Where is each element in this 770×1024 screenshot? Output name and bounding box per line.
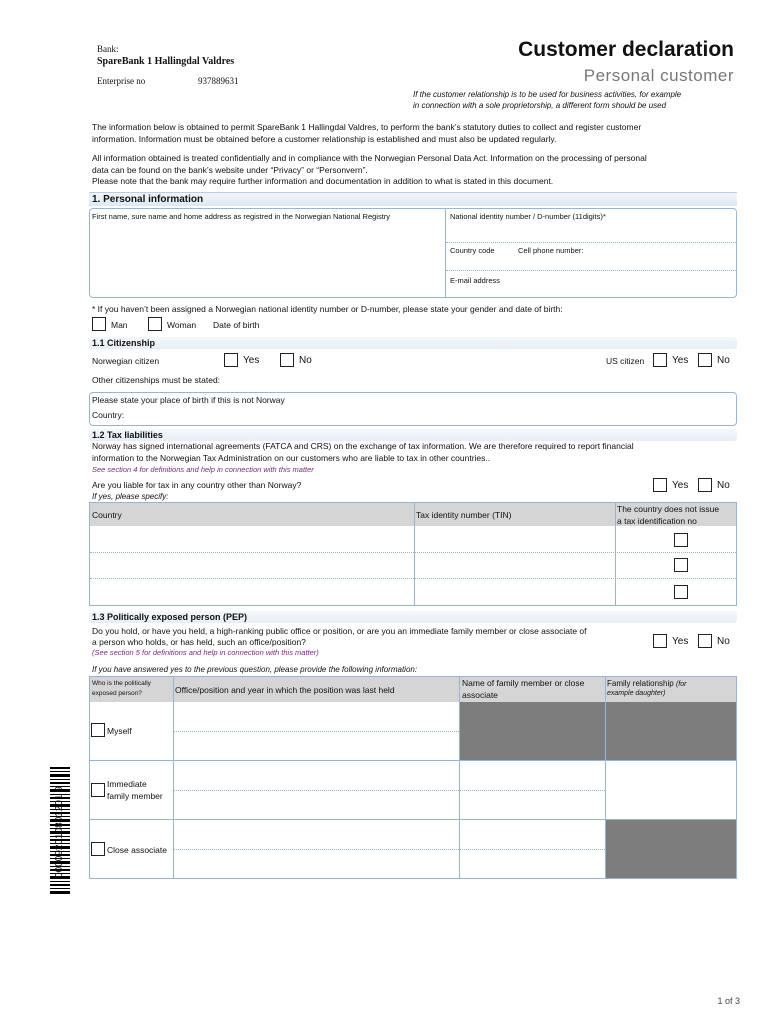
birth-country-field[interactable] bbox=[135, 407, 725, 421]
pep-col-rel-hint: (for bbox=[675, 681, 687, 688]
intro-p2-line2: data can be found on the bank’s website under “Privacy” or “Personvern”. bbox=[92, 165, 368, 175]
national-id-label: National identity number / D-number (11digits)* bbox=[450, 212, 606, 221]
pep-question-2: a person who holds, or has held, such an office/position? bbox=[92, 637, 306, 647]
bank-name: SpareBank 1 Hallingdal Valdres bbox=[97, 56, 235, 67]
barcode-number: 000092010801201 9 bbox=[54, 786, 65, 878]
pep-no-checkbox[interactable] bbox=[698, 634, 712, 648]
us-yes-checkbox[interactable] bbox=[653, 353, 667, 367]
pep-family-rel-field[interactable] bbox=[607, 762, 735, 818]
email-field[interactable] bbox=[446, 286, 736, 296]
no-id-note: * If you haven’t been assigned a Norwegian national identity number or D-number, please state your gender and date of birth: bbox=[92, 304, 563, 314]
norwegian-no-checkbox[interactable] bbox=[280, 353, 294, 367]
page-number: 1 of 3 bbox=[717, 996, 740, 1006]
tax-col-tin: Tax identity number (TIN) bbox=[416, 510, 512, 520]
intro-p1-line2: information. Information must be obtained before a customer relationship is established and must also be updated regularly. bbox=[92, 134, 557, 144]
pep-myself-checkbox[interactable] bbox=[91, 723, 105, 737]
pep-col-name-1: Name of family member or close bbox=[462, 678, 585, 688]
page-subtitle: Personal customer bbox=[583, 66, 734, 85]
citizenship-header bbox=[89, 337, 737, 349]
tax-row3-noissue-checkbox[interactable] bbox=[674, 585, 688, 599]
us-no-label: No bbox=[717, 355, 730, 366]
norwegian-citizen-label: Norwegian citizen bbox=[92, 356, 160, 366]
woman-checkbox[interactable] bbox=[148, 317, 162, 331]
us-yes-label: Yes bbox=[672, 355, 689, 366]
pep-myself-rel-disabled bbox=[606, 702, 736, 761]
tax-yes-checkbox[interactable] bbox=[653, 478, 667, 492]
dob-field[interactable] bbox=[270, 317, 470, 331]
pep-question-1: Do you hold, or have you held, a high-ranking public office or position, or are you an immediate family member or close associate of bbox=[92, 626, 587, 636]
name-address-label: First name, sure name and home address as registred in the Norwegian National Registry bbox=[92, 212, 391, 221]
intro-p2-line1: All information obtained is treated confidentially and in compliance with the Norwegian Personal Data Act. Information on the processing of personal bbox=[92, 153, 647, 163]
pep-col-who-1: Who is the politically bbox=[92, 680, 151, 687]
phone-field[interactable] bbox=[446, 256, 736, 270]
pep-col-rel-text: Family relationship bbox=[607, 679, 674, 688]
name-address-field[interactable] bbox=[90, 222, 444, 296]
pep-col-who-2: exposed person? bbox=[92, 690, 142, 697]
us-citizen-label: US citizen bbox=[606, 356, 645, 366]
pep-family-label-1: Immediate bbox=[107, 779, 147, 789]
tax-title: 1.2 Tax liabilities bbox=[92, 430, 163, 440]
norwegian-yes-checkbox[interactable] bbox=[224, 353, 238, 367]
tax-col-country: Country bbox=[92, 510, 122, 520]
tax-header bbox=[89, 429, 737, 441]
tax-specify: If yes, please specify: bbox=[92, 492, 169, 501]
tax-row2-noissue-checkbox[interactable] bbox=[674, 558, 688, 572]
norwegian-yes-label: Yes bbox=[243, 355, 260, 366]
pep-yes-label: Yes bbox=[672, 636, 689, 647]
dob-label: Date of birth bbox=[213, 320, 260, 330]
business-note-1: If the customer relationship is to be used for business activities, for example bbox=[413, 90, 682, 99]
pep-close-label: Close associate bbox=[107, 845, 168, 855]
pep-no-label: No bbox=[717, 636, 730, 647]
pep-instruction: If you have answered yes to the previous question, please provide the following information: bbox=[92, 665, 418, 674]
tax-row2-tin[interactable] bbox=[416, 554, 614, 577]
personal-info-header bbox=[89, 192, 737, 206]
other-citizenships-field[interactable] bbox=[240, 372, 735, 386]
tax-col-noissue-1: The country does not issue bbox=[617, 504, 720, 514]
tax-row3-tin[interactable] bbox=[416, 580, 614, 604]
intro-p1-line1: The information below is obtained to permit SpareBank 1 Hallingdal Valdres, to perform the bank’s statutory duties to collect and register customer bbox=[92, 122, 642, 132]
tax-row3-country[interactable] bbox=[91, 580, 413, 604]
pep-col-office: Office/position and year in which the position was last held bbox=[175, 685, 395, 695]
tax-row2-country[interactable] bbox=[91, 554, 413, 577]
tax-row1-country[interactable] bbox=[91, 528, 413, 551]
pep-close-name-field[interactable] bbox=[461, 821, 604, 877]
national-id-field[interactable] bbox=[446, 222, 736, 242]
business-note-2: in connection with a sole proprietorship, a different form should be used bbox=[413, 101, 667, 110]
pep-close-checkbox[interactable] bbox=[91, 842, 105, 856]
tax-no-checkbox[interactable] bbox=[698, 478, 712, 492]
citizenship-title: 1.1 Citizenship bbox=[92, 338, 156, 348]
pep-title: 1.3 Politically exposed person (PEP) bbox=[92, 612, 248, 622]
pep-family-name-field[interactable] bbox=[461, 762, 604, 818]
personal-info-title: 1. Personal information bbox=[92, 194, 204, 205]
pep-myself-office-field[interactable] bbox=[175, 703, 458, 759]
pep-see-section[interactable]: (See section 5 for definitions and help in connection with this matter) bbox=[92, 648, 319, 657]
bank-label: Bank: bbox=[97, 44, 119, 54]
tax-text-line1: Norway has signed international agreements (FATCA and CRS) on the exchange of tax information. We are therefore required to report financial bbox=[92, 441, 634, 451]
other-citizenships-label: Other citizenships must be stated: bbox=[92, 375, 221, 385]
pep-yes-checkbox[interactable] bbox=[653, 634, 667, 648]
pep-family-label-2: family member bbox=[107, 791, 163, 801]
pep-family-office-field[interactable] bbox=[175, 762, 458, 818]
phone-label: Cell phone number: bbox=[518, 246, 584, 255]
pep-myself-label: Myself bbox=[107, 726, 132, 736]
page-title: Customer declaration bbox=[518, 38, 734, 61]
birth-country-label: Country: bbox=[92, 410, 125, 420]
pep-header bbox=[89, 611, 737, 623]
pep-myself-name-disabled bbox=[460, 702, 605, 761]
enterprise-number: 937889631 bbox=[198, 76, 239, 86]
tax-text-line2: information to the Norwegian Tax Administration on our customers who are liable to tax in other countries.. bbox=[92, 453, 491, 463]
pep-close-rel-disabled bbox=[606, 820, 736, 878]
tax-yes-label: Yes bbox=[672, 480, 689, 491]
pep-col-name-2: associate bbox=[462, 690, 498, 700]
woman-label: Woman bbox=[167, 320, 197, 330]
enterprise-label: Enterprise no bbox=[97, 76, 146, 86]
man-label: Man bbox=[111, 320, 128, 330]
norwegian-no-label: No bbox=[299, 355, 312, 366]
tax-row1-noissue-checkbox[interactable] bbox=[674, 533, 688, 547]
pep-family-checkbox[interactable] bbox=[91, 783, 105, 797]
birthplace-label: Please state your place of birth if this is not Norway bbox=[92, 395, 285, 405]
pep-col-rel-2: example daughter) bbox=[607, 690, 666, 697]
tax-no-label: No bbox=[717, 480, 730, 491]
tax-question: Are you liable for tax in any country other than Norway? bbox=[92, 480, 302, 490]
tax-row1-tin[interactable] bbox=[416, 528, 614, 551]
tax-col-noissue-2: a tax identification no bbox=[617, 516, 697, 526]
email-label: E-mail address bbox=[450, 276, 501, 285]
tax-see-section[interactable]: See section 4 for definitions and help in connection with this matter bbox=[92, 465, 314, 474]
intro-p2-line3: Please note that the bank may require further information and documentation in addition to what is stated in this document. bbox=[92, 176, 554, 186]
pep-col-rel-1 bbox=[607, 679, 686, 688]
country-code-label: Country code bbox=[450, 246, 495, 255]
man-checkbox[interactable] bbox=[92, 317, 106, 331]
pep-close-office-field[interactable] bbox=[175, 821, 458, 877]
us-no-checkbox[interactable] bbox=[698, 353, 712, 367]
